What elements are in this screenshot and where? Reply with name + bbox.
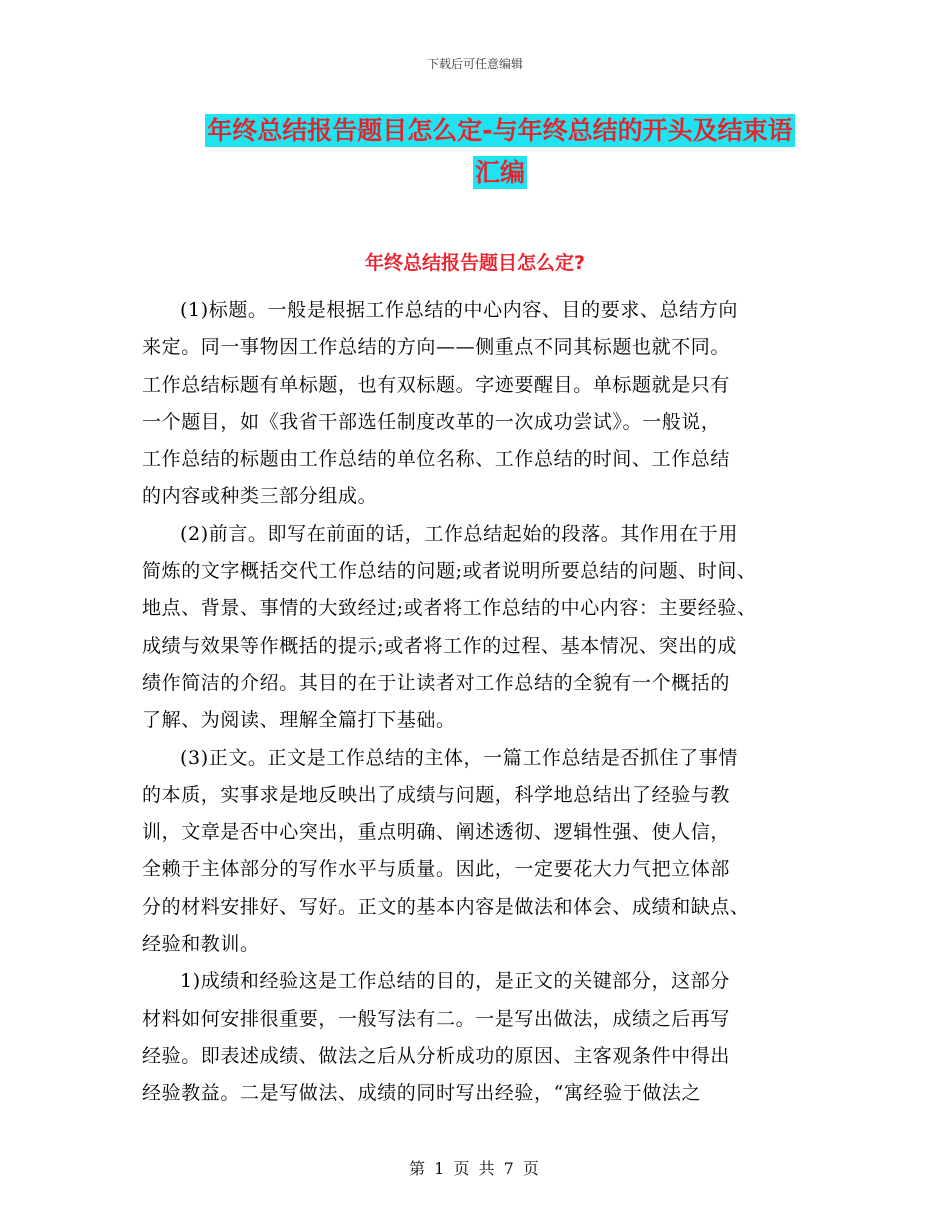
title-line-2: 汇编 (474, 158, 525, 187)
paragraph-line: 工作总结标题有单标题，也有双标题。字迹要醒目。单标题就是只有 (142, 373, 731, 396)
paragraph-line: 地点、背景、事情的大致经过;或者将工作总结的中心内容：主要经验、 (142, 597, 757, 620)
paragraph-line: 的本质，实事求是地反映出了成绩与问题，科学地总结出了经验与教 (142, 783, 731, 806)
paragraph-line: 一个题目，如《我省干部选任制度改革的一次成功尝试》。一般说， (142, 410, 721, 433)
page-number-footer: 第 1 页 共 7 页 (409, 1159, 541, 1178)
paragraph-line: 经验和教训。 (142, 933, 260, 956)
paragraph-line: 全赖于主体部分的写作水平与质量。因此，一定要花大力气把立体部 (142, 858, 731, 881)
paragraph-line: 分的材料安排好、写好。正文的基本内容是做法和体会、成绩和缺点、 (142, 895, 750, 918)
paragraph-line: 工作总结的标题由工作总结的单位名称、工作总结的时间、工作总结 (142, 448, 731, 471)
paragraph-line: 成绩与效果等作概括的提示;或者将工作的过程、基本情况、突出的成 (142, 634, 738, 657)
paragraph-line: 的内容或种类三部分组成。 (142, 485, 378, 508)
body-text (142, 292, 822, 1113)
paragraph-line: (2)前言。即写在前面的话，工作总结起始的段落。其作用在于用 (180, 522, 738, 545)
paragraph-line: 材料如何安排很重要，一般写法有二。一是写出做法，成绩之后再写 (142, 1007, 731, 1030)
paragraph-line: 1)成绩和经验这是工作总结的目的，是正文的关键部分，这部分 (180, 970, 730, 993)
title-line-1: 年终总结报告题目怎么定-与年终总结的开头及结束语 (207, 116, 793, 145)
paragraph-line: 简炼的文字概括交代工作总结的问题;或者说明所要总结的问题、时间、 (142, 560, 757, 583)
paragraph-line: 经验。即表述成绩、做法之后从分析成功的原因、主客观条件中得出 (142, 1044, 731, 1067)
paragraph-line: 经验教益。二是写做法、成绩的同时写出经验，“寓经验于做法之 (142, 1082, 702, 1105)
paragraph-line: (1)标题。一般是根据工作总结的中心内容、目的要求、总结方向 (180, 299, 738, 321)
paragraph-line: 训，文章是否中心突出，重点明确、阐述透彻、逻辑性强、使人信， (142, 821, 731, 844)
document-title (140, 110, 860, 194)
paragraph-line: (3)正文。正文是工作总结的主体，一篇工作总结是否抓住了事情 (180, 746, 738, 769)
paragraph-line: 了解、为阅读、理解全篇打下基础。 (142, 709, 456, 732)
paragraph-line: 绩作简洁的介绍。其目的在于让读者对工作总结的全貌有一个概括的 (142, 671, 731, 694)
paragraph-line: 来定。同一事物因工作总结的方向——侧重点不同其标题也就不同。 (142, 336, 731, 359)
header-note: 下载后可任意编辑 (426, 57, 523, 71)
section-heading: 年终总结报告题目怎么定? (364, 252, 586, 274)
